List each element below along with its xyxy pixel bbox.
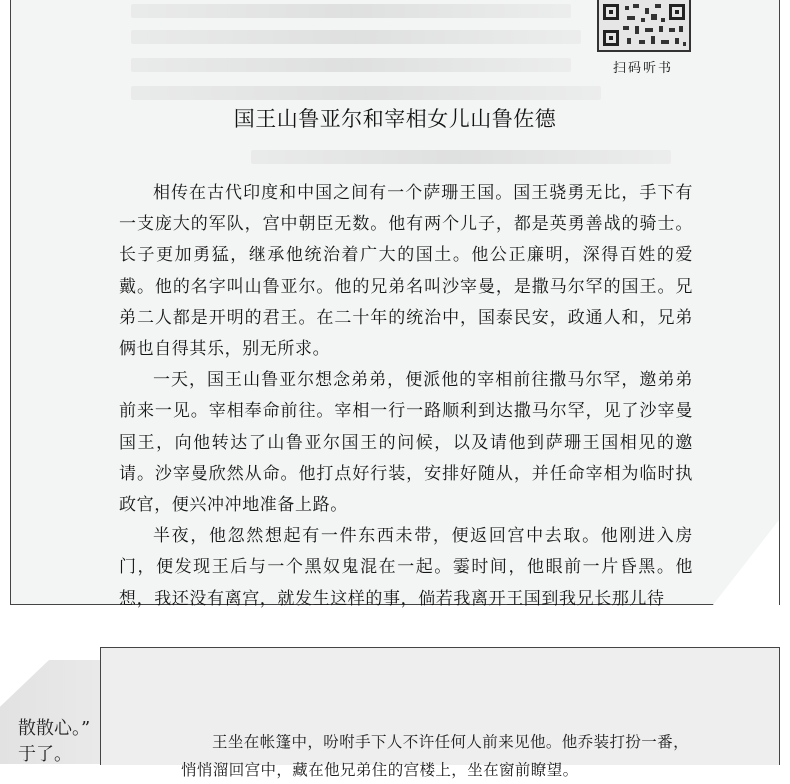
snippet-line: 散散心。”	[18, 718, 91, 739]
left-page-snippet	[18, 716, 90, 768]
paragraph: 相传在古代印度和中国之间有一个萨珊王国。国王骁勇无比，手下有一支庞大的军队，宫中朝臣无数。他有两个儿子，都是英勇善战的骑士。长子更加勇猛，继承他统治着广大的国土。他公正廉明，深得百姓的爱戴。他的名字叫山鲁亚尔。他的兄弟名叫沙宰曼，是撒马尔罕的国王。兄弟二人都是开明的君王。在二十年的统治中，国泰民安，政通人和，兄弟俩也自得其乐，别无所求。	[119, 183, 693, 360]
chapter-title: 国王山鲁亚尔和宰相女儿山鲁佐德	[233, 107, 557, 131]
paragraph: 王坐在帐篷中，吩咐手下人不许任何人前来见他。他乔装打扮一番，悄悄溜回宫中，藏在他兄弟住的宫楼上，坐在窗前瞭望。	[181, 733, 690, 779]
faded-bleed-line	[131, 30, 581, 44]
book-page-top	[10, 0, 780, 609]
faded-bleed-line	[131, 86, 601, 100]
faded-bleed-line	[131, 58, 571, 72]
page-fold-corner	[709, 520, 779, 610]
scan-to-listen-label: 扫码听书	[612, 61, 673, 76]
qr-code-icon[interactable]	[597, 0, 691, 52]
faded-bleed-line	[131, 4, 571, 18]
paragraph: 半夜，他忽然想起有一件东西未带，便返回宫中去取。他刚进入房门，便发现王后与一个黑奴鬼混在一起。霎时间，他眼前一片昏黑。他想，我还没有离宫，就发生这样的事，倘若我离开王国到我兄长那儿待	[119, 526, 693, 609]
bottom-page-body	[181, 728, 701, 784]
chapter-body	[119, 178, 693, 615]
snippet-line: 于了。	[18, 744, 72, 765]
faded-bleed-line	[251, 150, 671, 164]
book-page-bottom	[100, 647, 780, 779]
paragraph: 一天，国王山鲁亚尔想念弟弟，便派他的宰相前往撒马尔罕，邀弟弟前来一见。宰相奉命前往。宰相一行一路顺利到达撒马尔罕，见了沙宰曼国王，向他转达了山鲁亚尔国王的问候，以及请他到萨珊王国相见的邀请。沙宰曼欣然从命。他打点好行装，安排好随从，并任命宰相为临时执政官，便兴冲冲地准备上路。	[119, 370, 693, 516]
